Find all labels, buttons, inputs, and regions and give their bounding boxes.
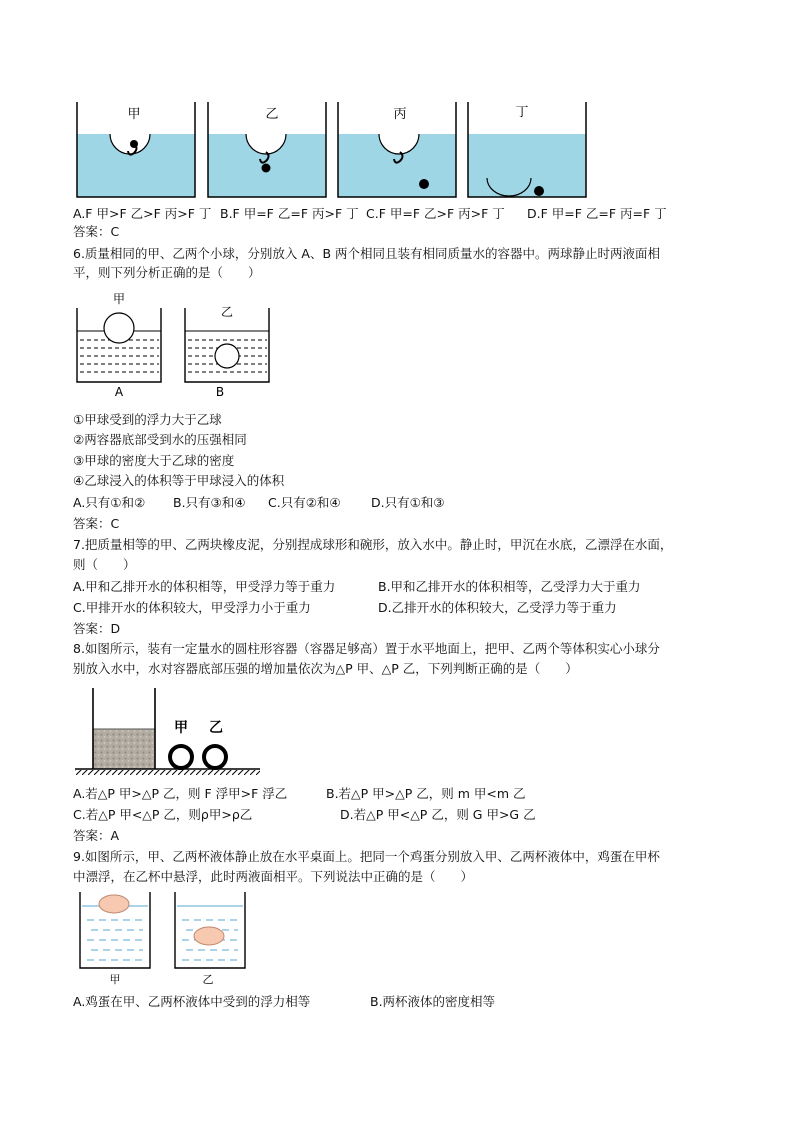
- q7-option-d: D.乙排开水的体积较大，乙受浮力等于重力: [378, 600, 617, 615]
- q7-stem-line2: 则（ ）: [73, 557, 136, 572]
- q9-cup-jia: [80, 892, 150, 986]
- q6-option-a: A.只有①和②: [73, 495, 146, 510]
- q9-option-a: A.鸡蛋在甲、乙两杯液体中受到的浮力相等: [73, 994, 311, 1009]
- q9-egg-jia: [99, 895, 129, 913]
- q7-answer: 答案：D: [73, 621, 121, 636]
- q7-option-a: A.甲和乙排开水的体积相等，甲受浮力等于重力: [73, 579, 336, 594]
- q8-figure: [70, 685, 270, 777]
- q6-ball-label-jia: 甲: [112, 292, 126, 306]
- q7-option-b: B.甲和乙排开水的体积相等，乙受浮力大于重力: [378, 579, 641, 594]
- q8-option-c: C.若△P 甲<△P 乙，则ρ甲>ρ乙: [73, 807, 253, 822]
- q5-option-c: C.F 甲=F 乙>F 丙>F 丁: [366, 206, 505, 221]
- q6-stem-line2: 平，则下列分析正确的是（ ）: [73, 265, 261, 280]
- q6-container-label-a: A: [114, 385, 124, 399]
- q6-ball-label-yi: 乙: [220, 305, 234, 319]
- q6-answer: 答案：C: [73, 516, 120, 531]
- q9-cup-yi: [175, 892, 245, 986]
- q8-option-d: D.若△P 甲<△P 乙，则 G 甲>G 乙: [340, 807, 536, 822]
- q9-stem-line2: 中漂浮，在乙杯中悬浮，此时两液面相平。下列说法中正确的是（ ）: [73, 869, 474, 884]
- q9-stem-line1: 9.如图所示，甲、乙两杯液体静止放在水平桌面上。把同一个鸡蛋分别放入甲、乙两杯液体中，鸡蛋在甲杯: [73, 849, 660, 864]
- q6-container-a: [77, 292, 161, 399]
- q6-statement-4: ④乙球浸入的体积等于甲球浸入的体积: [73, 473, 285, 488]
- q7-stem-line1: 7.把质量相等的甲、乙两块橡皮泥，分别捏成球形和碗形，放入水中。静止时，甲沉在水底，乙漂浮在水面，: [73, 537, 673, 552]
- q5-label-jia: 甲: [127, 107, 141, 122]
- q6-statement-3: ③甲球的密度大于乙球的密度: [73, 453, 235, 468]
- q5-label-ding: 丁: [515, 105, 529, 120]
- q9-option-b: B.两杯液体的密度相等: [370, 994, 496, 1009]
- q8-ball-yi: [204, 720, 226, 768]
- q5-option-a: A.F 甲>F 乙>F 丙>F 丁: [73, 206, 212, 221]
- q5-answer: 答案：C: [73, 224, 120, 239]
- q6-statement-2: ②两容器底部受到水的压强相同: [73, 432, 247, 447]
- q6-option-d: D.只有①和③: [371, 495, 445, 510]
- q9-cup-label-jia: 甲: [109, 973, 121, 986]
- q6-statement-1: ①甲球受到的浮力大于乙球: [73, 412, 222, 427]
- q6-stem-line1: 6.质量相同的甲、乙两个小球，分别放入 A、B 两个相同且装有相同质量水的容器中。两球静止时两液面相: [73, 246, 661, 261]
- q5-option-b: B.F 甲=F 乙=F 丙>F 丁: [220, 206, 359, 221]
- q5-label-bing: 丙: [393, 107, 407, 122]
- q8-option-a: A.若△P 甲>△P 乙，则 F 浮甲>F 浮乙: [73, 786, 288, 801]
- q6-figure: [70, 290, 280, 402]
- q8-answer: 答案：A: [73, 828, 120, 843]
- q8-option-b: B.若△P 甲>△P 乙，则 m 甲<m 乙: [326, 786, 526, 801]
- container-yi: [208, 102, 326, 197]
- q8-stem-line2: 别放入水中，水对容器底部压强的增加量依次为△P 甲、△P 乙，下列判断正确的是（ ）: [73, 661, 578, 676]
- q8-stem-line1: 8.如图所示，装有一定量水的圆柱形容器（容器足够高）置于水平地面上，把甲、乙两个等体积实心小球分: [73, 641, 660, 656]
- q9-egg-yi: [194, 927, 224, 945]
- container-jia: [77, 102, 195, 197]
- q5-label-yi: 乙: [265, 107, 279, 122]
- q9-cup-label-yi: 乙: [202, 973, 214, 986]
- q5-figure: [70, 100, 595, 200]
- q9-figure: [75, 890, 255, 988]
- q5-option-d: D.F 甲=F 乙=F 丙=F 丁: [527, 206, 667, 221]
- q8-ball-label-yi: 乙: [209, 720, 223, 736]
- container-bing: [338, 102, 456, 197]
- container-ding: [468, 102, 586, 197]
- q8-ball-jia: [170, 720, 192, 768]
- q6-container-b: [185, 305, 269, 399]
- q6-option-b: B.只有③和④: [173, 495, 246, 510]
- q6-container-label-b: B: [215, 385, 225, 399]
- q8-ground: [75, 769, 260, 775]
- q6-option-c: C.只有②和④: [268, 495, 341, 510]
- q7-option-c: C.甲排开水的体积较大，甲受浮力小于重力: [73, 600, 311, 615]
- q8-cylinder-container: [93, 688, 155, 769]
- q8-ball-label-jia: 甲: [174, 720, 188, 736]
